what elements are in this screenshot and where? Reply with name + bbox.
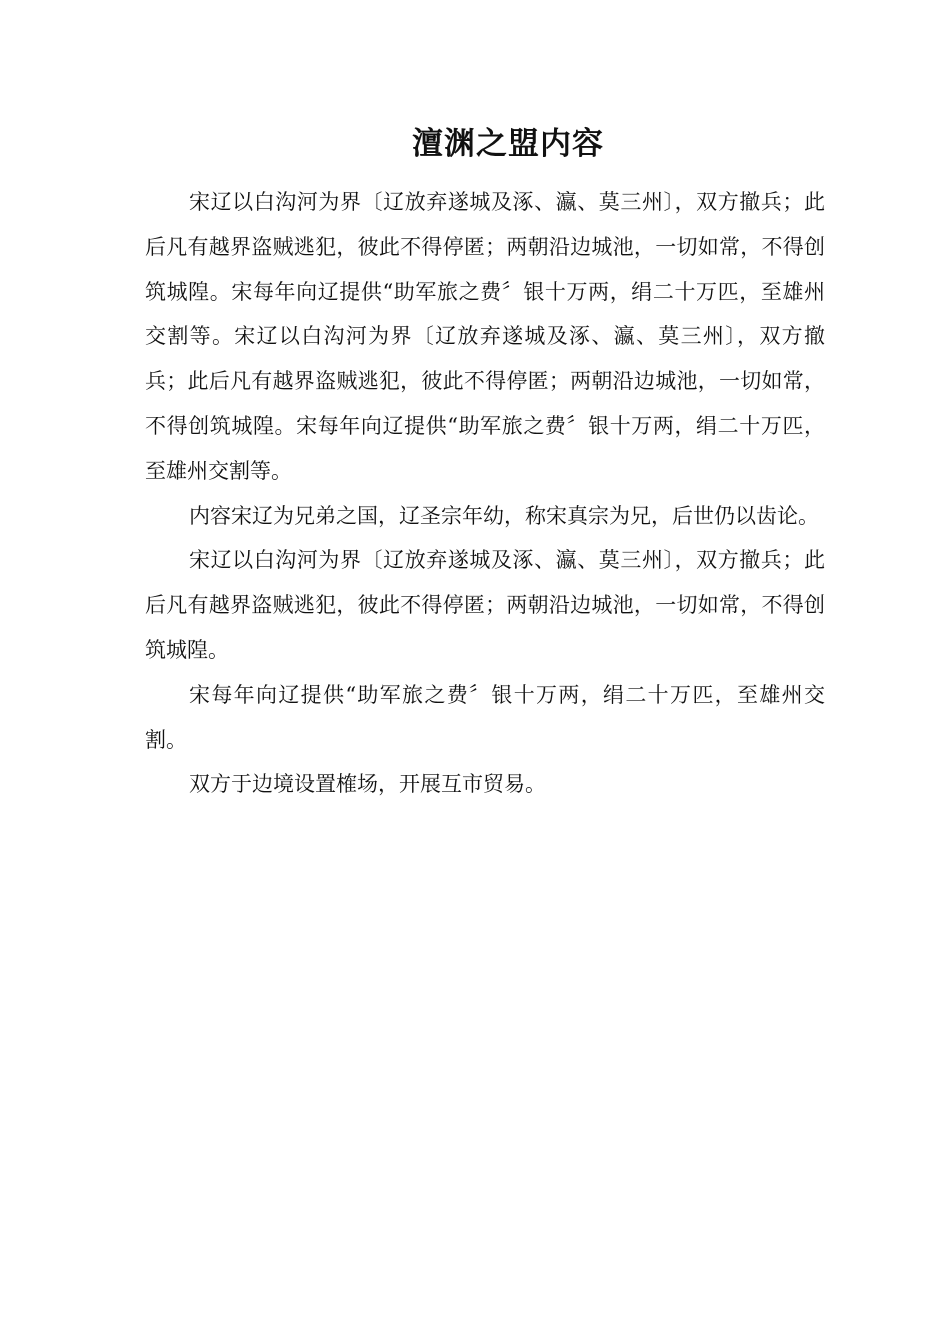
paragraph-3: 宋辽以白沟河为界〔辽放弃遂城及涿、瀛、莫三州〕，双方撤兵；此后凡有越界盗贼逃犯，彼此不得停匿；两朝沿边城池，一切如常，不得创筑城隍。 <box>145 548 825 662</box>
paragraph-2: 内容宋辽为兄弟之国，辽圣宗年幼，称宋真宗为兄，后世仍以齿论。 <box>189 503 819 528</box>
paragraph-1: 宋辽以白沟河为界〔辽放弃遂城及涿、瀛、莫三州〕，双方撤兵；此后凡有越界盗贼逃犯，彼此不得停匿；两朝沿边城池，一切如常，不得创筑城隍。宋每年向辽提供“助军旅之费〞银十万两，绢二十万匹，至雄州交割等。宋辽以白沟河为界〔辽放弃遂城及涿、瀛、莫三州〕，双方撤兵；此后凡有越界盗贼逃犯，彼此不得停匿；两朝沿边城池，一切如常，不得创筑城隍。宋每年向辽提供“助军旅之费〞银十万两，绢二十万匹，至雄州交割等。 <box>145 190 825 483</box>
paragraph-5: 双方于边境设置榷场，开展互市贸易。 <box>189 772 546 797</box>
paragraph-4: 宋每年向辽提供“助军旅之费〞银十万两，绢二十万匹，至雄州交割。 <box>145 682 825 752</box>
document-body <box>145 180 825 807</box>
document-title: 澶渊之盟内容 <box>412 126 604 162</box>
